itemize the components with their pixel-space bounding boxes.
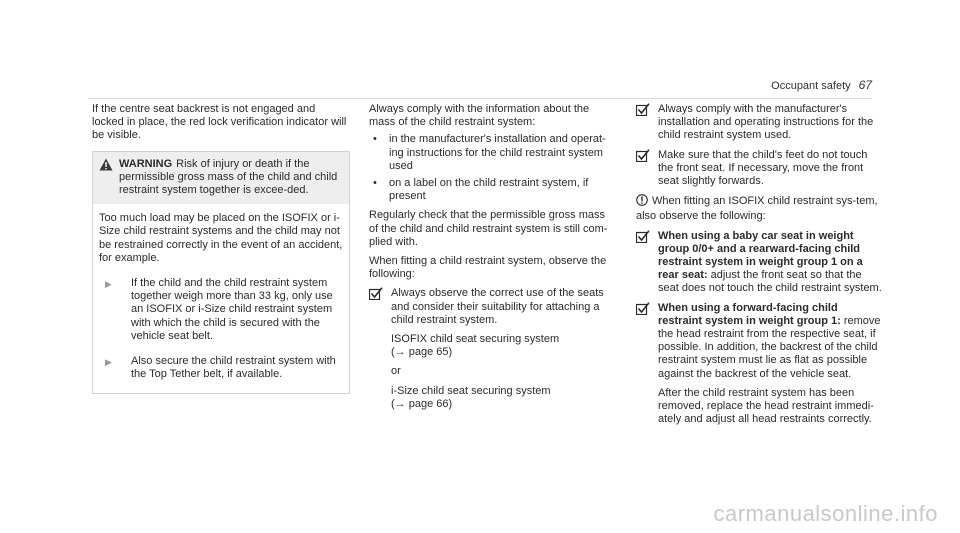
page-header [771,78,872,92]
baby-seat-heading: When using a baby car seat in weight group 0/0+ and a rearward-facing child restraint system in weight group 1 on a rear seat: [658,229,863,282]
checkbox-tick-icon [369,287,391,327]
warning-body [93,204,349,393]
warning-title: WARNING [119,157,173,170]
section-title: Occupant safety [771,80,851,92]
intro-paragraph: If the centre seat backrest is not engaged and locked in place, the red lock verification indicator will be visible. [92,103,347,142]
info-note-icon [636,194,648,210]
forward-seat-heading: When using a forward-facing child restraint system in weight group 1: [658,301,841,327]
warning-action [99,355,343,381]
page-link[interactable]: (→ page 65) [391,346,453,359]
warning-action-text: If the child and the child restraint system together weigh more than 33 kg, only use an ISOFIX or i-Size child restraint system with which the child is secured with the vehicle seat belt. [131,277,333,342]
header-rule [88,98,872,99]
checkbox-tick-icon [636,149,658,189]
checkbox-tick-icon [636,302,658,381]
warning-text: Risk of injury or death if the permissible gross mass of the child and child restraint system together is excee-ded. [119,157,338,197]
mass-intro: Always comply with the information about the mass of the child restraint system: [369,103,590,129]
check-mass-paragraph: Regularly check that the permissible gross mass of the child and child restraint system is still com-plied with. [369,209,608,248]
list-item: • in the manufacturer's installation and operat-ing instructions for the child restraint system used [373,133,606,172]
check-item: When using a baby car seat in weight group 0/0+ and a rearward-facing child restraint system in weight group 1 on a rear seat: adjust the front seat so that the seat does not touch the child restraint system. [636,230,884,296]
isofix-note: When fitting an ISOFIX child restraint sys-tem, also observe the following: [636,195,878,223]
warning-action-text: Also secure the child restraint system with the Top Tether belt, if available. [131,355,336,381]
check-item: Always observe the correct use of the seats and consider their suitability for attaching a child restraint system. [369,287,609,327]
list-item: • on a label on the child restraint system, if present [373,177,589,203]
warning-body-text: Too much load may be placed on the ISOFIX or i-Size child restraint systems and the child may not be restrained correctly in the event of an accident, for example. [99,212,343,264]
page-link[interactable]: (→ page 66) [391,397,453,410]
mass-bullet-list [369,133,609,203]
check-item: Make sure that the child's feet do not touch the front seat. If necessary, move the front seat slightly forwards. [636,149,884,189]
play-arrow-icon: ▶ [105,279,112,290]
check-item: Always comply with the manufacturer's installation and operating instructions for the child restraint system used. [636,103,884,143]
checkbox-tick-icon [636,230,658,296]
warning-header [93,152,349,205]
warning-box [92,151,350,395]
warning-action [99,277,343,343]
check-item: When using a forward-facing child restraint system in weight group 1: remove the head restraint from the respective seat, if possible. In addition, the backrest of the child restraint system must lie as flat as possible against the backrest of the vehicle seat. [636,302,884,381]
column-2 [369,103,609,411]
watermark: carmanualsonline.info [713,501,938,526]
page-number: 67 [858,78,872,92]
isize-reference[interactable]: i-Size child seat securing system (→ page 66) [391,385,609,411]
column-1 [92,103,350,394]
checkbox-tick-icon [636,103,658,143]
isofix-reference[interactable]: ISOFIX child seat securing system (→ page 65) [391,333,609,359]
or-text: or [391,365,401,378]
warning-triangle-icon [99,158,119,198]
observe-paragraph: When fitting a child restraint system, observe the following: [369,255,607,281]
column-3 [636,103,884,432]
play-arrow-icon: ▶ [105,357,112,368]
after-removal-paragraph: After the child restraint system has been removed, replace the head restraint immedi-ately and adjust all head restraints correctly. [658,386,874,426]
